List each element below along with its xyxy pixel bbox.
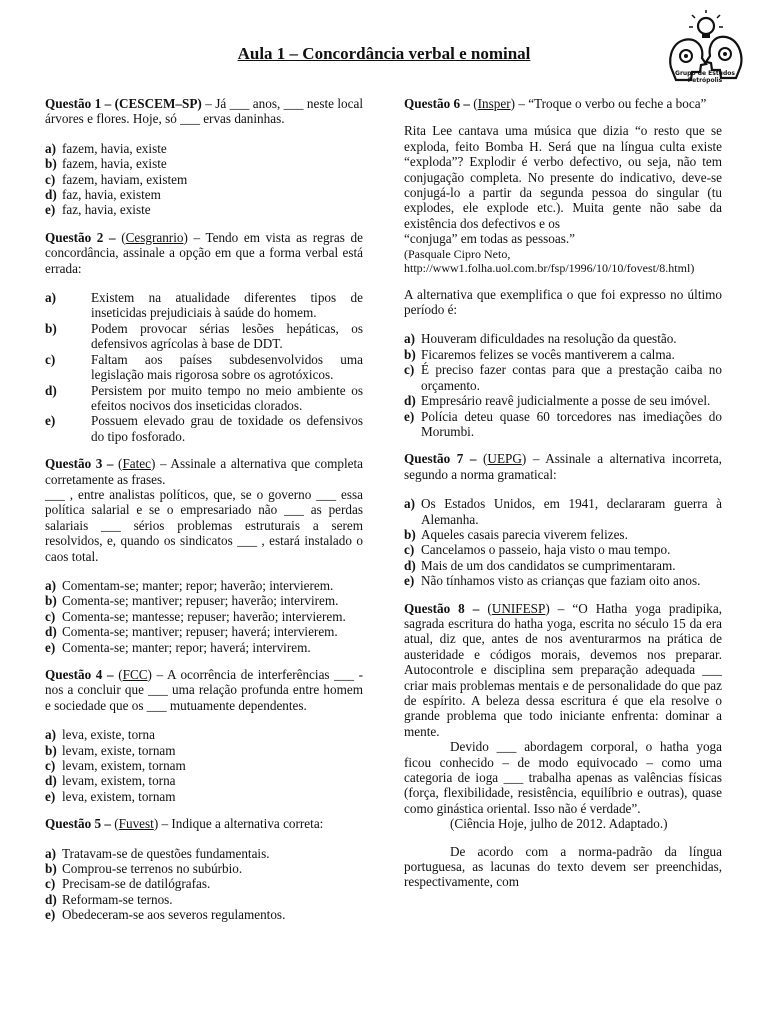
option[interactable]: a) Os Estados Unidos, em 1941, declararam guerra à Alemanha.: [404, 496, 722, 527]
question-6-label: Questão 6 –: [404, 96, 470, 111]
question-4-source: FCC: [122, 667, 148, 682]
option[interactable]: e) faz, havia, existe: [45, 202, 151, 218]
option[interactable]: b) fazem, havia, existe: [45, 156, 167, 172]
question-7-source: UEPG: [487, 451, 522, 467]
option[interactable]: d) Empresário reavê judicialmente a posse de seu imóvel.: [404, 393, 711, 409]
question-3-body: ___ , entre analistas políticos, que, se o governo ___ essa política salarial e se o empresariado não ___ as perdas salariais ___ sérios problemas estruturais a serem resolvidos, e, quando os sindicatos ___ , estará instalado o caos total.: [45, 486, 363, 564]
question-2-options: [45, 290, 363, 444]
question-5: Questão 5 – (Fuvest) – Indique a alternativa correta: a) Tratavam-se de questões fundamentais. b) Comprou-se terrenos no subúrbio. c) Precisam-se de datilógrafas. d) Reformam-se ternos. e) Obedeceram-se aos severos regulamentos.: [45, 816, 363, 922]
question-3-source: Fatec: [122, 456, 152, 472]
question-8-credit: (Ciência Hoje, julho de 2012. Adaptado.): [450, 816, 668, 832]
question-6-credit: (Pasquale Cipro Neto,: [404, 246, 511, 261]
option[interactable]: a) Houveram dificuldades na resolução da questão.: [404, 331, 677, 347]
logo-caption-line2: Petrópolis: [687, 77, 723, 84]
option[interactable]: b) Podem provocar sérias lesões hepáticas, os defensivos agrícolas à base de DDT.: [45, 320, 363, 352]
option[interactable]: d) Mais de um dos candidatos se cumprimentaram.: [404, 557, 676, 573]
option[interactable]: b) Comenta-se; mantiver; repuser; haverão; intervirem.: [45, 593, 339, 609]
question-5-text: – Indique a alternativa correta:: [161, 816, 324, 832]
question-1: [45, 96, 363, 218]
question-7-label: Questão 7 –: [404, 451, 477, 467]
option[interactable]: c) Cancelamos o passeio, haja visto o mau tempo.: [404, 542, 671, 558]
option[interactable]: d) levam, existem, torna: [45, 773, 176, 789]
question-3-text: – Assinale a alternativa que completa corretamente as frases.: [45, 456, 363, 487]
option[interactable]: c) levam, existem, tornam: [45, 758, 186, 774]
option[interactable]: c) fazem, haviam, existem: [45, 171, 188, 187]
page-title: Aula 1 – Concordância verbal e nominal: [237, 44, 531, 63]
option[interactable]: e) Polícia deteu quase 60 torcedores nas imediações do Morumbi.: [404, 408, 722, 439]
question-6-body-end: “conjuga” em todas as pessoas.”: [404, 231, 576, 247]
question-2-source: Cesgranrio: [125, 229, 184, 245]
option[interactable]: d) Reformam-se ternos.: [45, 891, 173, 907]
option[interactable]: b) levam, existe, tornam: [45, 742, 176, 758]
option[interactable]: c) Comenta-se; mantesse; repuser; haverão; intervierem.: [45, 608, 346, 624]
question-7: Questão 7 – (UEPG) – Assinale a alternativa incorreta, segundo a norma gramatical: a) Os Estados Unidos, em 1941, declararam guerra à Alemanha. b) Aqueles casais parecia viverem felizes. c) Cancelamos o passeio, haja visto o mau tempo. d) Mais de um dos candidatos se cumprimentaram. e) Não tínhamos visto as crianças que faziam oito anos.: [404, 451, 722, 589]
right-column: [404, 96, 722, 902]
question-3-label: Questão 3 –: [45, 456, 114, 472]
question-6-source: Insper: [477, 96, 511, 111]
option[interactable]: a) Existem na atualidade diferentes tipos de inseticidas prejudiciais à saúde do homem.: [45, 290, 363, 321]
option[interactable]: e) Não tínhamos visto as crianças que faziam oito anos.: [404, 573, 701, 589]
option[interactable]: b) Comprou-se terrenos no subúrbio.: [45, 861, 243, 877]
option[interactable]: d) faz, havia, existem: [45, 187, 161, 203]
question-5-options: [45, 846, 363, 923]
question-8-label: Questão 8 –: [404, 600, 480, 616]
logo-caption: [664, 70, 746, 84]
question-6: Questão 6 – (Insper) – “Troque o verbo ou feche a boca” Rita Lee cantava uma música que dizia “o resto que se exploda, feito Bomba H. Será que na língua culta existe “exploda”? Explodir é verbo defectivo, ou seja, não tem conjugação completa. No presente do indicativo, deve-se conjugá-lo a partir da segunda pessoa do singular (tu explodes, ele explode etc.). Muita gente não sabe da existência dos defectivos e os “conjuga” em todas as pessoas.” (Pasquale Cipro Neto, http://www1.folha.uol.com.br/fsp/1996/10/10/fovest/8.html) A alternativa que exemplifica o que foi expresso no último período é: a) Houveram dificuldades na resolução da questão. b) Ficaremos felizes se vocês mantiverem a calma. c) É preciso fazer contas para que a prestação caiba no orçamento. d) Empresário reavê judicialmente a posse de seu imóvel. e) Polícia deteu quase 60 torcedores nas imediações do Morumbi.: [404, 96, 722, 439]
option[interactable]: e) Possuem elevado grau de toxidade os defensivos do tipo fosforado.: [45, 413, 363, 444]
question-8-source: UNIFESP: [491, 600, 546, 616]
question-4-label: Questão 4 –: [45, 667, 114, 682]
option[interactable]: b) Aqueles casais parecia viverem felizes.: [404, 526, 628, 542]
question-6-prompt: A alternativa que exemplifica o que foi expresso no último período é:: [404, 286, 722, 318]
logo-caption-line1: Grupo de Estudos: [675, 70, 735, 77]
option[interactable]: e) Comenta-se; manter; repor; haverá; intervirem.: [45, 639, 311, 655]
option[interactable]: a) fazem, havia, existe: [45, 140, 167, 156]
question-6-options: [404, 331, 722, 439]
question-7-options: [404, 496, 722, 588]
option[interactable]: c) É preciso fazer contas para que a prestação caiba no orçamento.: [404, 362, 722, 393]
question-7-text: – Assinale a alternativa incorreta, segundo a norma gramatical:: [404, 451, 722, 482]
question-1-text: – Já ___ anos, ___ neste local árvores e flores. Hoje, só ___ ervas daninhas.: [45, 96, 364, 127]
question-1-options: [45, 141, 363, 218]
question-5-source: Fuvest: [118, 816, 154, 832]
option[interactable]: e) Obedeceram-se aos severos regulamentos.: [45, 907, 286, 923]
option[interactable]: d) Persistem por muito tempo no meio ambiente os efeitos nocivos dos inseticidas clorados.: [45, 382, 363, 413]
option[interactable]: e) leva, existem, tornam: [45, 788, 176, 804]
question-4-text: – A ocorrência de interferências ___ -nos a concluir que ___ uma relação profunda entre homem e sociedade que os ___ mutuamente dependentes.: [45, 667, 363, 713]
option[interactable]: d) Comenta-se; mantiver; repuser; haverá; intervierem.: [45, 624, 338, 640]
question-1-label: Questão 1 – (CESCEM–SP): [45, 96, 202, 111]
option[interactable]: a) Tratavam-se de questões fundamentais.: [45, 845, 270, 861]
question-8-text: – “O Hatha yoga pradipika, sagrada escritura do hatha yoga, escrita no século 15 da era atual, diz que, antes de nos aventurarmos na prática de austeridade e códigos morais, devemos nos preparar. Autocontrole e disciplina sem preparação adequada ___ criar mais problemas mentais e de personalidade do que paz de espírito. A beleza dessa escritura é que ela resolve o grande problema que todo iniciante enfrenta: dominar a mente.: [404, 600, 722, 739]
question-2-text: – Tendo em vista as regras de concordância, assinale a opção em que a forma verbal está errada:: [45, 229, 363, 276]
question-4: Questão 4 – (FCC) – A ocorrência de interferências ___ -nos a concluir que ___ uma relação profunda entre homem e sociedade que os ___ mutuamente dependentes. a) leva, existe, torna b) levam, existe, tornam c) levam, existem, tornam d) levam, existem, torna e) leva, existem, tornam: [45, 667, 363, 804]
question-3: Questão 3 – (Fatec) – Assinale a alternativa que completa corretamente as frases. ___ , entre analistas políticos, que, se o governo ___ essa política salarial e se o empresariado não ___ as perdas salariais ___ sérios problemas estruturais a serem resolvidos, e, quando os sindicatos ___ , estará instalado o caos total. a) Comentam-se; manter; repor; haverão; intervierem. b) Comenta-se; mantiver; repuser; haverão; intervirem. c) Comenta-se; mantesse; repuser; haverão; intervierem. d) Comenta-se; mantiver; repuser; haverá; intervierem. e) Comenta-se; manter; repor; haverá; intervirem.: [45, 456, 363, 655]
left-column: [45, 96, 363, 935]
question-8-prompt: De acordo com a norma-padrão da língua portuguesa, as lacunas do texto devem ser preenchidas, respectivamente, com: [404, 843, 722, 890]
option[interactable]: b) Ficaremos felizes se vocês mantiverem a calma.: [404, 346, 675, 362]
question-4-options: [45, 727, 363, 804]
question-6-credit-url: http://www1.folha.uol.com.br/fsp/1996/10/10/fovest/8.html): [404, 260, 695, 275]
question-8: Questão 8 – (UNIFESP) – “O Hatha yoga pradipika, sagrada escritura do hatha yoga, escrita no século 15 da era atual, diz que, antes de nos aventurarmos na prática de austeridade e códigos morais, devemos nos preparar. Autocontrole e disciplina sem preparação adequada ___ criar mais problemas mentais e de personalidade do que paz de espírito. A beleza dessa escritura é que ela resolve o grande problema que todo iniciante enfrenta: dominar a mente. Devido ___ abordagem corporal, o hatha yoga ficou conhecido – de modo equivocado – como uma categoria de ioga ___ trabalha apenas as valências físicas (força, flexibilidade, resistência, equilíbrio e outras), quase como ginástica oriental. Isso não é verdade”. (Ciência Hoje, julho de 2012. Adaptado.) De acordo com a norma-padrão da língua portuguesa, as lacunas do texto devem ser preenchidas, respectivamente, com: [404, 600, 722, 890]
question-3-options: [45, 578, 363, 655]
option[interactable]: a) leva, existe, torna: [45, 727, 156, 743]
question-6-text: – “Troque o verbo ou feche a boca”: [518, 96, 707, 111]
option[interactable]: a) Comentam-se; manter; repor; haverão; intervierem.: [45, 577, 334, 593]
question-6-body: Rita Lee cantava uma música que dizia “o resto que se exploda, feito Bomba H. Será que na língua culta existe “exploda”? Explodir é verbo defectivo, ou seja, não tem conjugação completa. No presente do indicativo, deve-se conjugá-lo a partir da segunda pessoa do singular (tu explodes, ele explode etc.). Muita gente não sabe da existência dos defectivos e os: [404, 123, 722, 231]
question-8-body: Devido ___ abordagem corporal, o hatha yoga ficou conhecido – de modo equivocado – como uma categoria de ioga ___ trabalha apenas as valências físicas (força, flexibilidade, resistência, equilíbrio e outras), quase como ginástica oriental. Isso não é verdade”.: [404, 739, 722, 816]
option[interactable]: c) Faltam aos países subdesenvolvidos uma legislação mais rigorosa sobre os agrotóxicos.: [45, 351, 363, 383]
question-2: Questão 2 – (Cesgranrio) – Tendo em vista as regras de concordância, assinale a opção em que a forma verbal está errada: a) Existem na atualidade diferentes tipos de inseticidas prejudiciais à saúde do homem. b) Podem provocar sérias lesões hepáticas, os defensivos agrícolas à base de DDT. c) Faltam aos países subdesenvolvidos uma legislação mais rigorosa sobre os agrotóxicos. d) Persistem por muito tempo no meio ambiente os efeitos nocivos dos inseticidas clorados. e) Possuem elevado grau de toxidade os defensivos do tipo fosforado.: [45, 229, 363, 444]
option[interactable]: c) Precisam-se de datilógrafas.: [45, 876, 211, 892]
question-2-label: Questão 2 –: [45, 229, 116, 245]
question-5-label: Questão 5 –: [45, 816, 111, 832]
